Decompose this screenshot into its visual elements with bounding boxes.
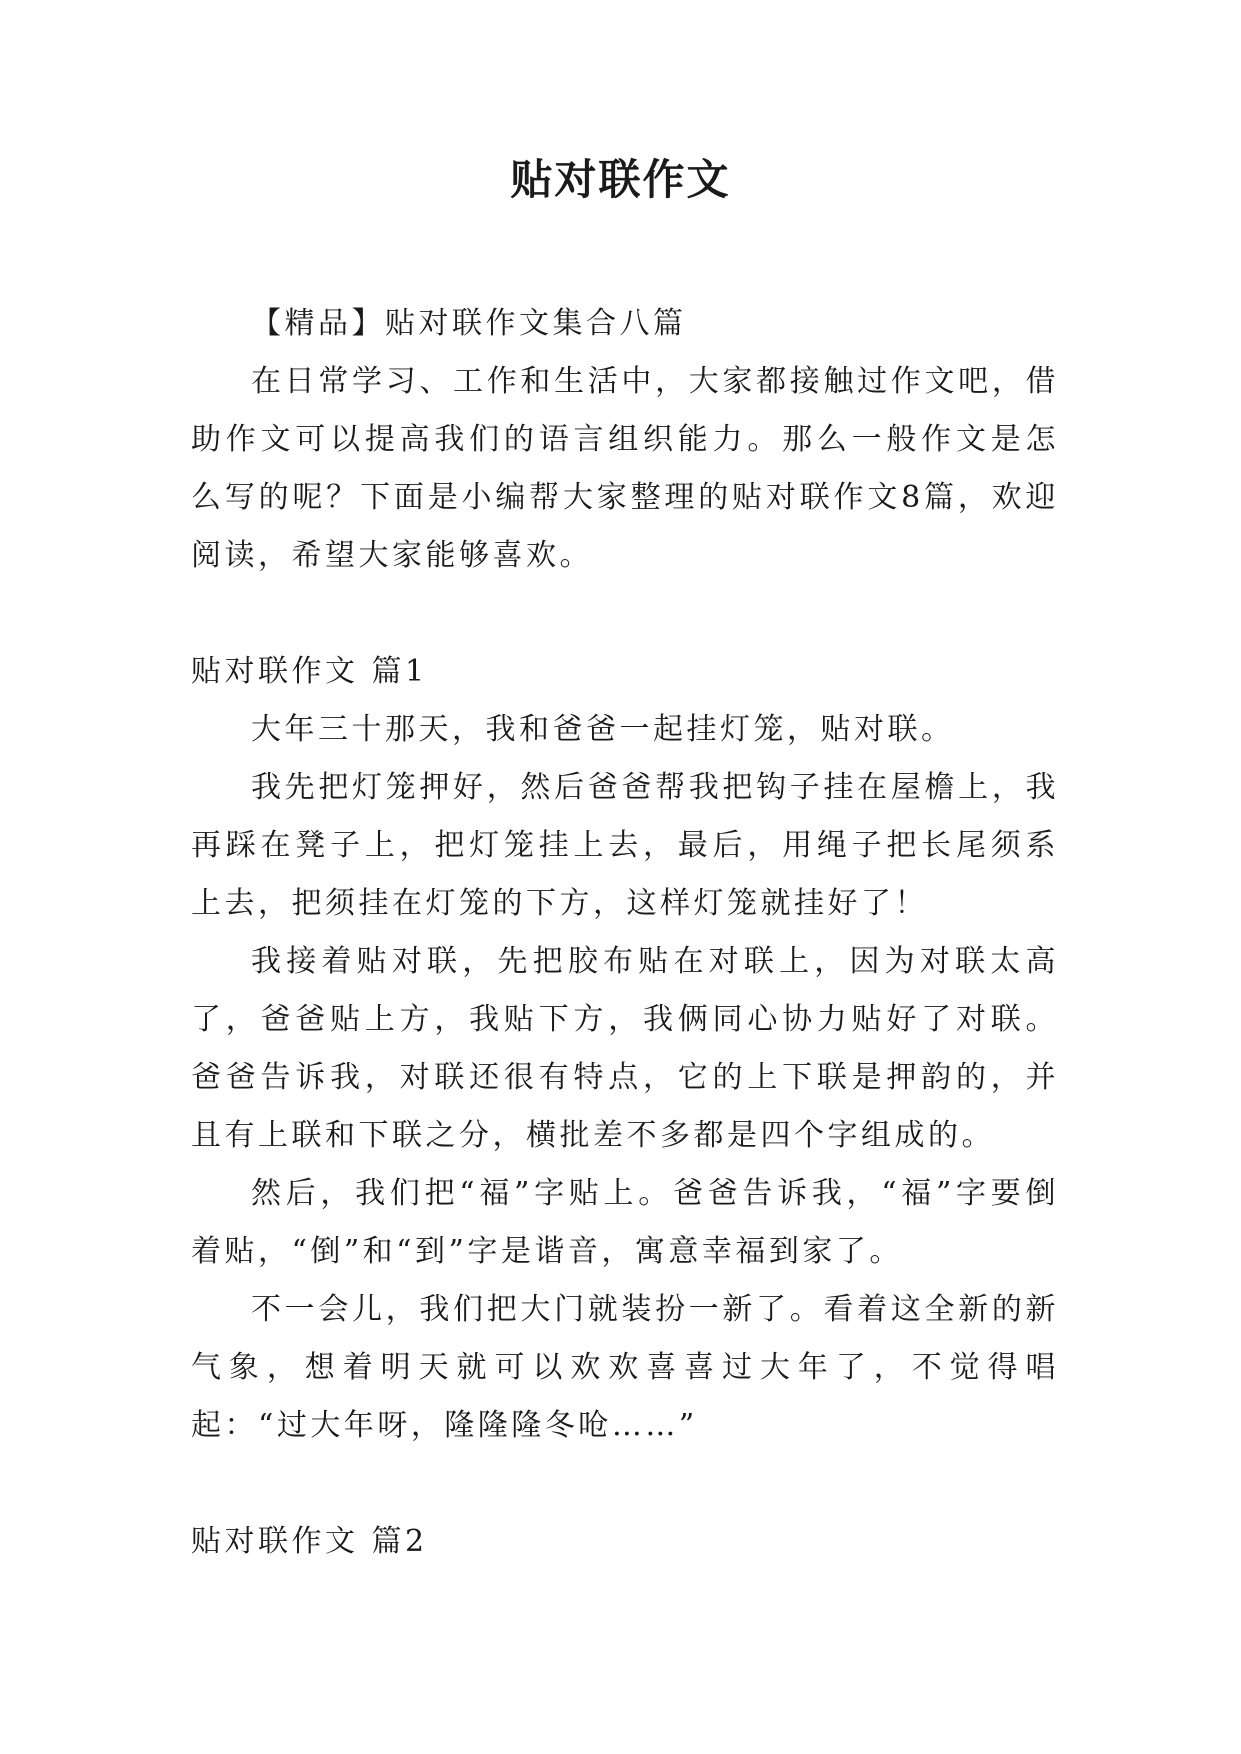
section-heading-1: 贴对联作文 篇1 — [191, 654, 428, 689]
spacer — [191, 585, 1059, 643]
section-1-paragraph-3: 我接着贴对联，先把胶布贴在对联上，因为对联太高了，爸爸贴上方，我贴下方，我俩同心协力贴好了对联。爸爸告诉我，对联还很有特点，它的上下联是押韵的，并且有上联和下联之分，横批差不多都是四个字组成的。 — [191, 944, 1059, 1153]
section-heading-2: 贴对联作文 篇2 — [191, 1524, 428, 1559]
intro-paragraph: 在日常学习、工作和生活中，大家都接触过作文吧，借助作文可以提高我们的语言组织能力。那么一般作文是怎么写的呢？下面是小编帮大家整理的贴对联作文8篇，欢迎阅读，希望大家能够喜欢。 — [191, 364, 1059, 573]
section-1-paragraph-5: 不一会儿，我们把大门就装扮一新了。看着这全新的新气象，想着明天就可以欢欢喜喜过大年了，不觉得唱起：“过大年呀，隆隆隆冬呛……” — [191, 1292, 1059, 1443]
section-1-paragraph-1: 大年三十那天，我和爸爸一起挂灯笼，贴对联。 — [251, 712, 955, 747]
section-1-paragraph-2: 我先把灯笼押好，然后爸爸帮我把钩子挂在屋檐上，我再踩在凳子上，把灯笼挂上去，最后，用绳子把长尾须系上去，把须挂在灯笼的下方，这样灯笼就挂好了！ — [191, 770, 1059, 921]
document-body — [191, 295, 1059, 1571]
document-title: 贴对联作文 — [510, 155, 731, 204]
section-1-paragraph-4: 然后，我们把“福”字贴上。爸爸告诉我，“福”字要倒着贴，“倒”和“到”字是谐音，寓意幸福到家了。 — [191, 1176, 1059, 1269]
spacer — [191, 1455, 1059, 1513]
intro-subtitle: 【精品】贴对联作文集合八篇 — [251, 306, 687, 341]
